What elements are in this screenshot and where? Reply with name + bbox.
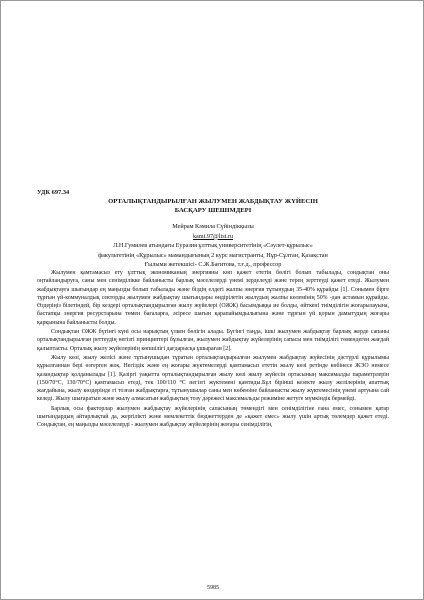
paragraph-3: Жылу көзі, жылу желісі және тұтынушыдан тұратын орталықтандырылған жылумен жабдықтау жүйесінің дәстүрлі құрылымы құрылғаннан бері өзгерген жоқ. Негіздік және ең жоғары жүктемелерді қамтамасыз ететін жылу көзі ретінде көбінесе ЖЭО немесе қазандықтар қолданылады [1]. Қазіргі уақытта орталықтандырылған жылу көзі жылу жүйесін ортасының максималды параметрлерін (150/70°С, 130/70°С) қамтамасыз етеді, тек 100/110 °С негізгі жүктемені қамтиды.Бұл бірінші кезекте жылу желілерінің апаттық жағдайына, жылу көздерінде гі тозған жабдықтарға, тұтынушылар саны мен көбеюіне байланысты жылу жүктемесінің үнемі артуына сай келеді. Жылу шығаратын және жылу алмасатын жабдықтың тозу дәрежесі максимальды режиміне жетуге мүмкіндік бермейді.: [37, 354, 389, 403]
affiliation-line-2: факультетінің «Құрылыс» мамандығының 2 курс магистранты, Нұр-Сұлтан, Қазақстан: [98, 251, 328, 259]
page-number: 5985: [207, 585, 219, 591]
affiliation-line-1: Л.Н.Гумилев атындағы Еуразия ұлттық университетінің «Сәулет-құрылыс»: [113, 242, 313, 250]
title-line-2: БАСҚАРУ ШЕШІМДЕРІ: [174, 207, 252, 214]
article-title: [37, 197, 389, 215]
author-block: [37, 222, 389, 270]
author-email[interactable]: kami.97@list.ru: [192, 232, 234, 240]
paragraph-2: Сондықтан ОЖЖ бүгінгі күні осы нарықтың үлкен бөлігін алады. Бүгінгі таңда, ішкі жылумен жабдықтау барлық жерде сапаны орталықтандырылған реттеудің негізгі принциптері бұзылған, жылумен жабдықтау жүйелерінің сапасы мен тиімділігі төмендеген жағдай қалыптасты. Орталық жылу жүйелерінің көпшілігі дағдарысқа ұшыраған [2].: [37, 329, 389, 352]
title-line-1: ОРТАЛЫҚТАНДЫРЫЛҒАН ЖЫЛУМЕН ЖАБДЫҚТАУ ЖҮЙЕСІН: [108, 198, 318, 205]
udk-code: УДК 697.34: [37, 189, 70, 196]
advisor-line: Ғылыми жетекшісі- С.Ж.Бағитова, т.ғ.д., профессор: [144, 261, 282, 269]
paragraph-1: Жылумен қамтамасыз ету ұлттық экономиканың энергияны көп қажет ететін бөлігі болып табылады, сондықтан оны оңтайландыруға, саны мен сенімділікке байланысты барлық мәселелерді үнемі зерделеуді және терең зерттеуді қажет етеді. Жылумен жабдықтауға шығындар ең маңызды болып табылады және біздің елдегі жалпы энергия тұтынудың 35-40% құрайды [1]. Сонымен бірге тұрғын үй-коммуналдық секторды жылумен жабдықтау шығындары өндірілетін жылудың жалпы көлемінің 50% -дан астамын құрайды. Өздеріңіз білетіндей, бір кездері орталықтандырылған жылу жүйелері (ОЖЖ) басымдыққа ие болды, өйткені тиімділігін жоғарылауына, бастапқы энергия ресурстарына төмен бағаларға, әсіресе шағын қарапайымдылығына және тұрғын үй қорын дамытудың жоғары қарқынына байланысты болды.: [37, 270, 389, 326]
paragraph-4: Барлық осы факторлар жылумен жабдықтау жүйелерінің сапасының төмендігі мен сенімділігіне ғана емес, сонымен қатар шығындардың айтарлықтай да, жергілікті және мемлекеттік бюджеттерден де «қажет емес» жылу үшін артық төлемдер қажет етеді. Сондықтан, ең маңызды мәселелерді - жылумен жабдықтау жүйелерінің жоғары сенімділігін,: [37, 405, 389, 429]
author-name: Мейрам Кәмила Сүйіндікқызы: [172, 223, 254, 230]
article-body: [37, 269, 389, 431]
